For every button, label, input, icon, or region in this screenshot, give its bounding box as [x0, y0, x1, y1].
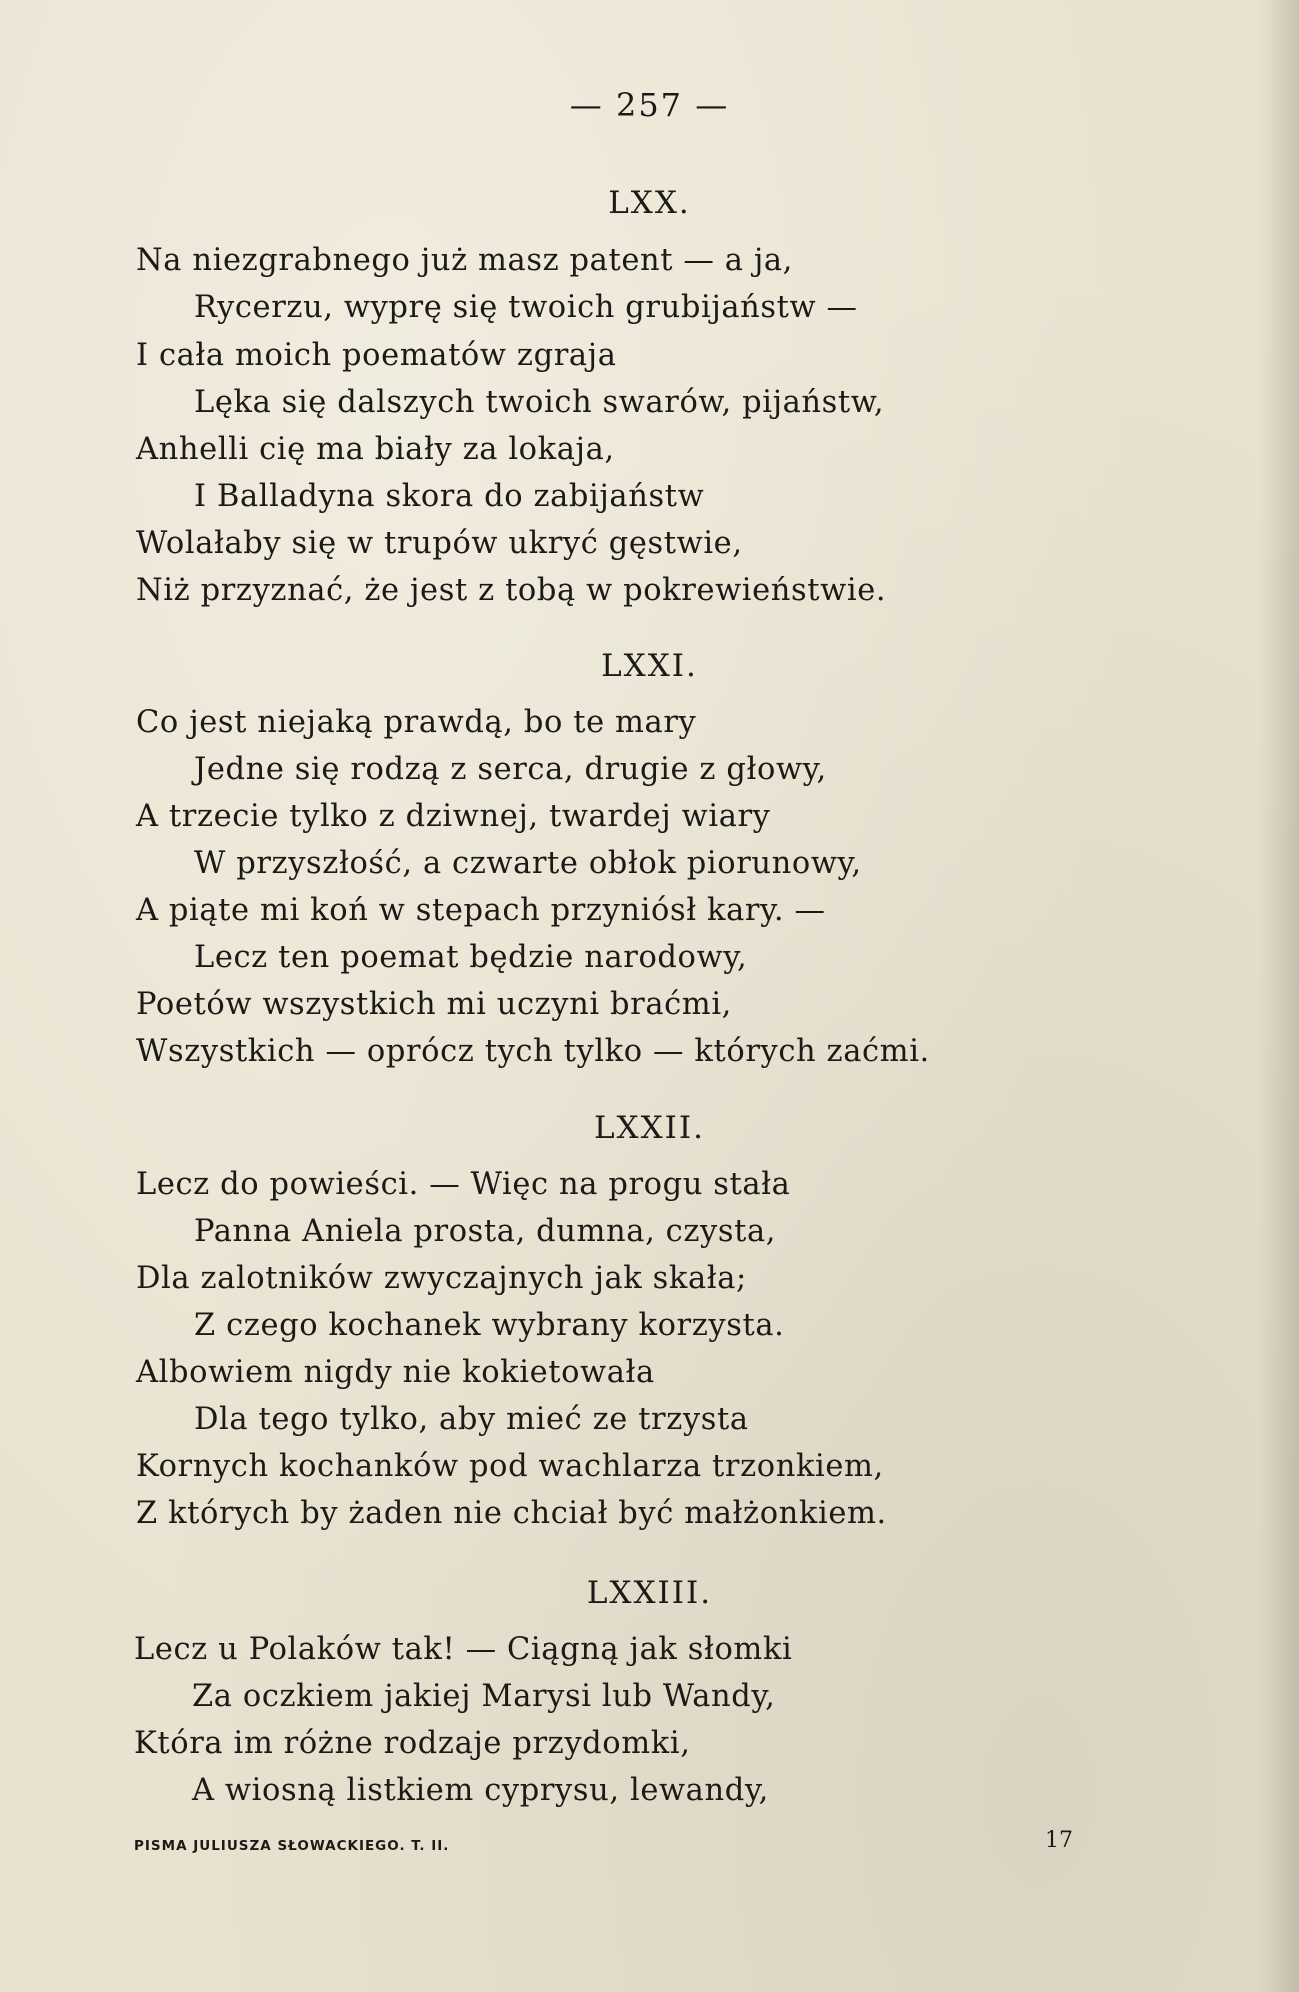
verse-line: Niż przyznać, że jest z tobą w pokrewieństwie. — [136, 573, 887, 608]
verse-line: Na niezgrabnego już masz patent — a ja, — [136, 243, 793, 278]
verse-line: Dla tego tylko, aby mieć ze trzysta — [194, 1402, 749, 1437]
verse-line: Lecz do powieści. — Więc na progu stała — [136, 1167, 791, 1202]
verse-line: Kornych kochanków pod wachlarza trzonkiem, — [136, 1449, 884, 1484]
stanza-title-lxx: LXX. — [608, 185, 691, 221]
verse-line: Wszystkich — oprócz tych tylko — których zaćmi. — [136, 1034, 930, 1069]
verse-line: Panna Aniela prosta, dumna, czysta, — [194, 1214, 777, 1249]
verse-line: Za oczkiem jakiej Marysi lub Wandy, — [192, 1679, 776, 1714]
verse-line: Jedne się rodzą z serca, drugie z głowy, — [194, 752, 827, 787]
verse-line: A trzecie tylko z dziwnej, twardej wiary — [136, 799, 771, 834]
verse-line: Lecz ten poemat będzie narodowy, — [194, 940, 748, 975]
verse-line: A wiosną listkiem cyprysu, lewandy, — [192, 1773, 769, 1808]
verse-line: Która im różne rodzaje przydomki, — [134, 1726, 691, 1761]
verse-line: Rycerzu, wyprę się twoich grubijaństw — — [194, 290, 858, 325]
page-edge-shadow — [1259, 0, 1299, 1992]
verse-line: I Balladyna skora do zabijaństw — [194, 479, 705, 514]
verse-line: Z czego kochanek wybrany korzysta. — [194, 1308, 785, 1343]
verse-line: W przyszłość, a czwarte obłok piorunowy, — [194, 846, 862, 881]
verse-line: Lecz u Polaków tak! — Ciągną jak słomki — [134, 1632, 793, 1667]
verse-line: Z których by żaden nie chciał być małżonkiem. — [136, 1496, 887, 1531]
verse-line: Co jest niejaką prawdą, bo te mary — [136, 705, 697, 740]
stanza-title-lxxi: LXXI. — [601, 648, 698, 684]
page-number: — 257 — — [569, 86, 730, 124]
verse-line: Dla zalotników zwyczajnych jak skała; — [136, 1261, 747, 1296]
verse-line: Lęka się dalszych twoich swarów, pijaństw, — [194, 385, 885, 420]
stanza-title-lxxii: LXXII. — [593, 1110, 706, 1146]
footer-sheet-number: 17 — [1045, 1828, 1073, 1853]
verse-line: Albowiem nigdy nie kokietowała — [136, 1355, 655, 1390]
verse-line: I cała moich poematów zgraja — [136, 338, 617, 373]
verse-line: Poetów wszystkich mi uczyni braćmi, — [136, 987, 732, 1022]
footer-signature: PISMA JULIUSZA SŁOWACKIEGO. T. II. — [134, 1838, 450, 1854]
verse-line: Wolałaby się w trupów ukryć gęstwie, — [136, 526, 743, 561]
verse-line: A piąte mi koń w stepach przyniósł kary. — — [136, 893, 826, 928]
verse-line: Anhelli cię ma biały za lokaja, — [136, 432, 615, 467]
stanza-title-lxxiii: LXXIII. — [586, 1575, 713, 1611]
